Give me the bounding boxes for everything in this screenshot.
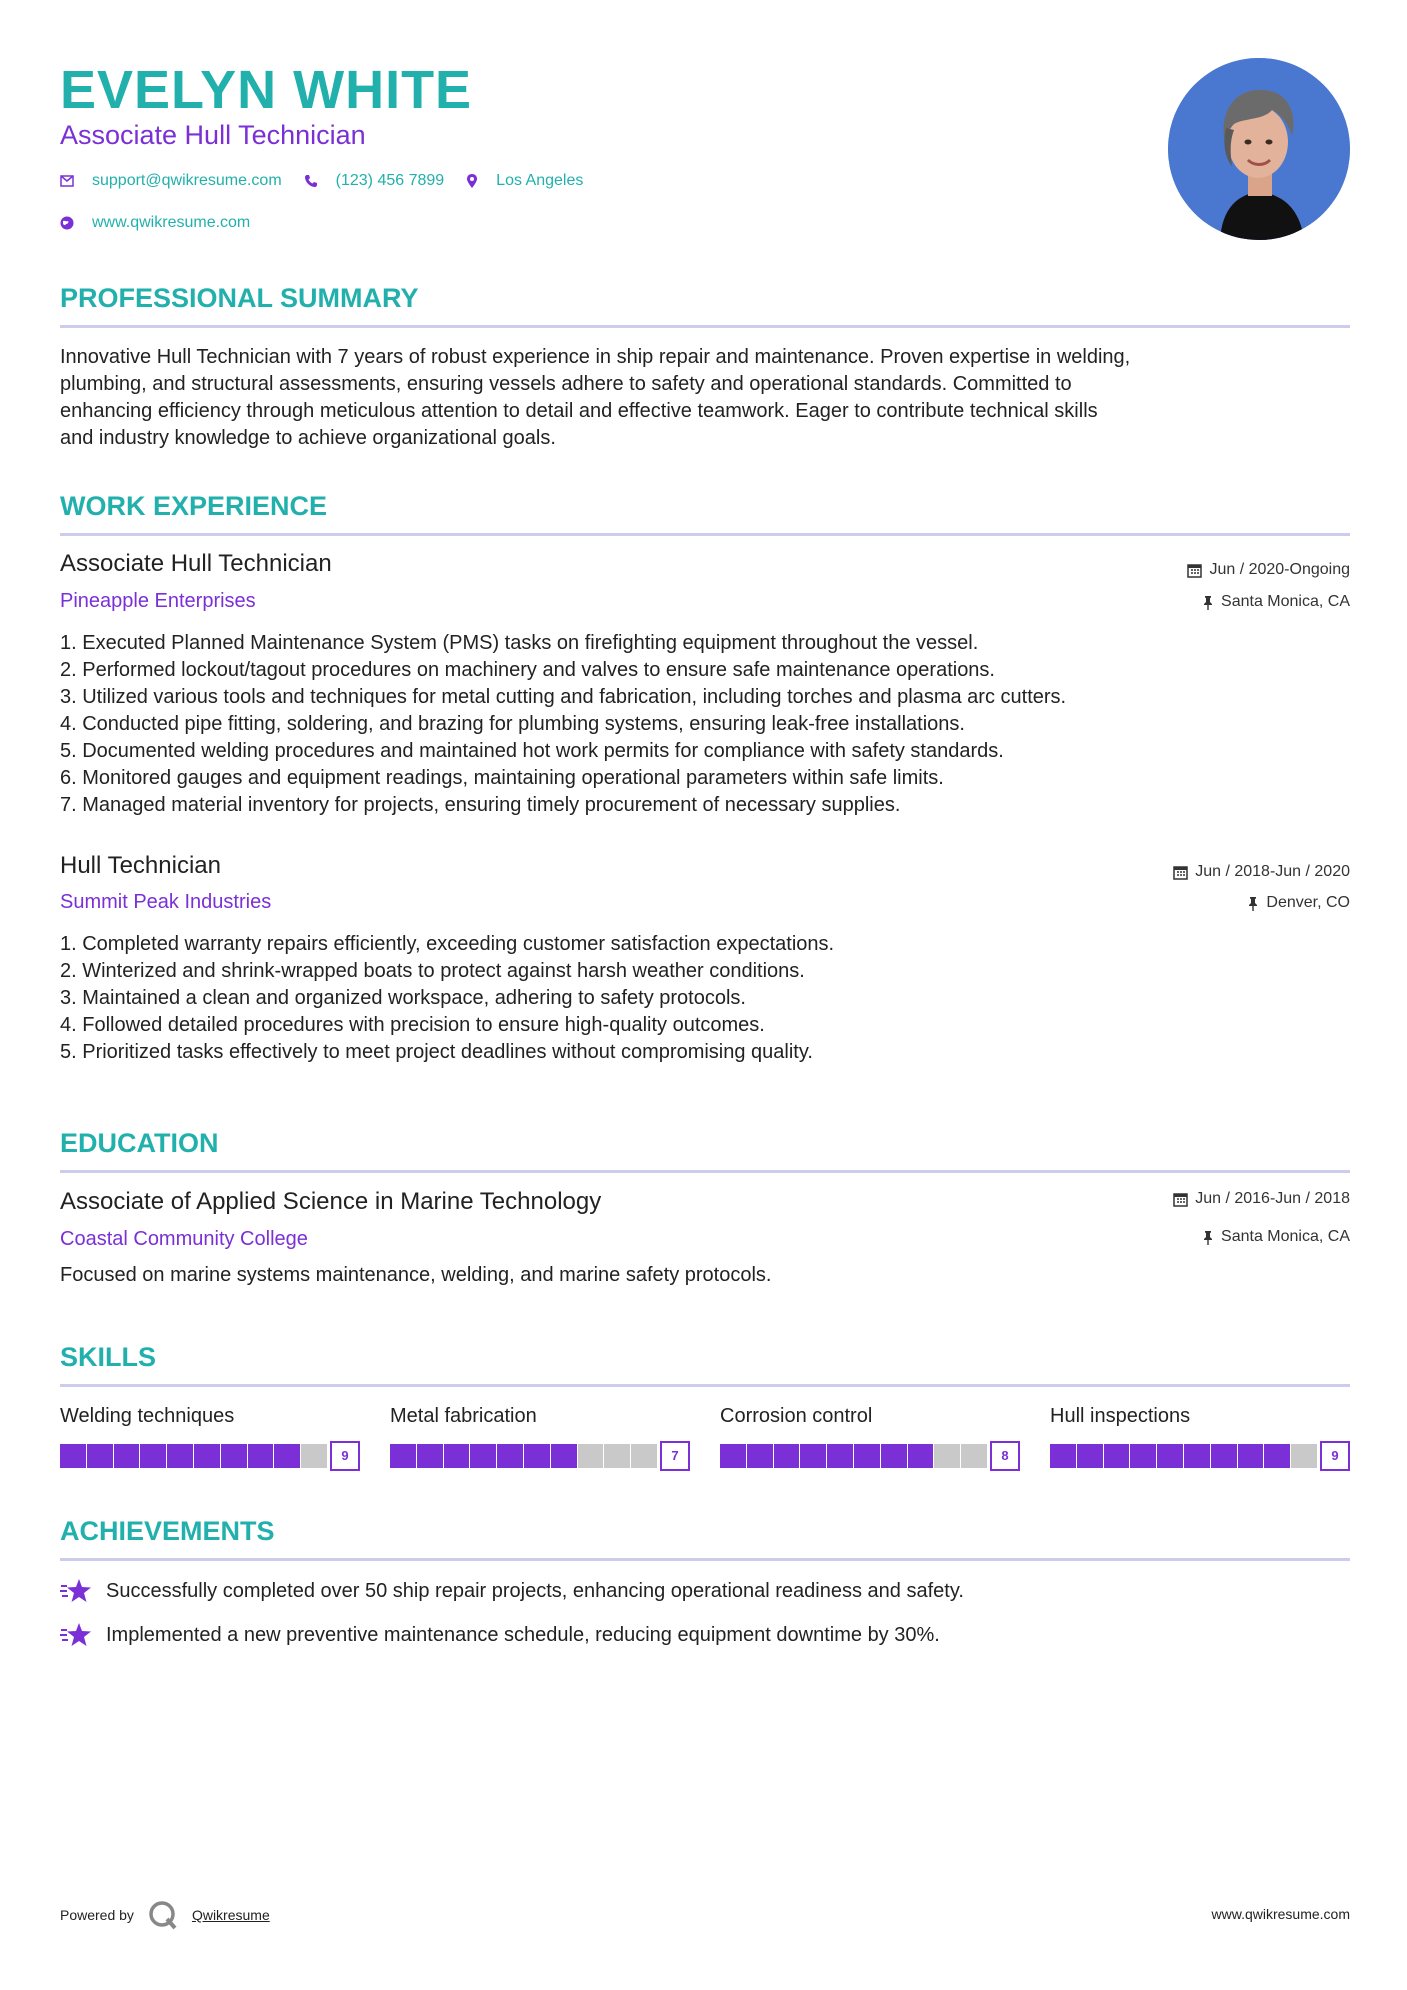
star-icon bbox=[60, 1578, 92, 1604]
skill-segment bbox=[444, 1444, 470, 1468]
skill-item bbox=[390, 1403, 690, 1463]
section-divider bbox=[60, 325, 1350, 328]
calendar-icon bbox=[1173, 1192, 1188, 1207]
phone-icon bbox=[304, 174, 318, 188]
skill-segment bbox=[631, 1444, 657, 1468]
qwikresume-logo-icon bbox=[148, 1900, 178, 1930]
achievement-text: Successfully completed over 50 ship repair projects, enhancing operational readiness and safety. bbox=[106, 1580, 964, 1602]
education-description: Focused on marine systems maintenance, welding, and marine safety protocols. bbox=[60, 1264, 772, 1286]
pushpin-icon bbox=[1202, 1230, 1214, 1245]
map-pin-icon bbox=[466, 174, 478, 189]
education-heading: EDUCATION bbox=[60, 1128, 219, 1158]
skill-segment bbox=[1104, 1444, 1130, 1468]
job-company: Pineapple Enterprises bbox=[60, 590, 256, 612]
job-dates bbox=[1173, 862, 1350, 882]
achievement-item bbox=[60, 1578, 964, 1604]
section-divider bbox=[60, 1384, 1350, 1387]
list-item: 1. Executed Planned Maintenance System (PMS) tasks on firefighting equipment throughout the vessel. bbox=[60, 632, 979, 654]
website-item[interactable] bbox=[60, 214, 250, 232]
section-divider bbox=[60, 533, 1350, 536]
education-section-header bbox=[60, 1126, 1350, 1173]
list-item: 1. Completed warranty repairs efficiently, exceeding customer satisfaction expectations. bbox=[60, 933, 835, 955]
skill-segment bbox=[114, 1444, 140, 1468]
skill-segment bbox=[854, 1444, 880, 1468]
phone-item[interactable] bbox=[304, 172, 445, 190]
email-text: support@qwikresume.com bbox=[92, 172, 282, 189]
skill-item bbox=[60, 1403, 360, 1463]
job-title: Hull Technician bbox=[60, 852, 221, 879]
education-location-text: Santa Monica, CA bbox=[1221, 1228, 1350, 1245]
phone-text: (123) 456 7899 bbox=[335, 172, 445, 189]
skill-segment bbox=[908, 1444, 934, 1468]
skill-item bbox=[1050, 1403, 1350, 1463]
list-item: 5. Prioritized tasks effectively to meet project deadlines without compromising quality. bbox=[60, 1041, 813, 1063]
envelope-icon bbox=[60, 175, 74, 187]
skill-segment bbox=[301, 1444, 327, 1468]
summary-heading: PROFESSIONAL SUMMARY bbox=[60, 283, 419, 313]
skill-segment bbox=[1211, 1444, 1237, 1468]
location-text: Los Angeles bbox=[496, 172, 584, 189]
skill-segment bbox=[1130, 1444, 1156, 1468]
avatar-illustration bbox=[1168, 58, 1350, 240]
job-location-text: Denver, CO bbox=[1266, 894, 1350, 911]
pushpin-icon bbox=[1202, 595, 1214, 610]
job-location-text: Santa Monica, CA bbox=[1221, 593, 1350, 610]
skill-segment bbox=[524, 1444, 550, 1468]
skill-name: Metal fabrication bbox=[390, 1405, 537, 1427]
summary-section-header bbox=[60, 281, 1350, 328]
footer-powered-by bbox=[60, 1900, 270, 1930]
skill-segment bbox=[1050, 1444, 1076, 1468]
skill-segment bbox=[800, 1444, 826, 1468]
skill-score: 8 bbox=[990, 1441, 1020, 1471]
summary-line: plumbing, and structural assessments, ensuring vessels adhere to safety and operational standards. Committed to bbox=[60, 373, 1072, 395]
skill-score: 9 bbox=[330, 1441, 360, 1471]
list-item: 2. Performed lockout/tagout procedures on machinery and valves to ensure safe maintenance operations. bbox=[60, 659, 995, 681]
website-text: www.qwikresume.com bbox=[92, 214, 251, 231]
experience-heading: WORK EXPERIENCE bbox=[60, 491, 328, 521]
job-responsibilities bbox=[60, 931, 1350, 1066]
star-icon bbox=[60, 1622, 92, 1648]
list-item: 3. Utilized various tools and techniques for metal cutting and fabrication, including torches and plasma arc cutters. bbox=[60, 686, 1067, 708]
skill-name: Welding techniques bbox=[60, 1405, 235, 1427]
calendar-icon bbox=[1187, 563, 1202, 578]
job-dates-text: Jun / 2018-Jun / 2020 bbox=[1195, 863, 1350, 880]
list-item: 4. Followed detailed procedures with precision to ensure high-quality outcomes. bbox=[60, 1014, 765, 1036]
skill-segment bbox=[60, 1444, 86, 1468]
globe-icon bbox=[60, 216, 74, 230]
list-item: 5. Documented welding procedures and maintained hot work permits for compliance with safety standards. bbox=[60, 740, 1004, 762]
skill-segment bbox=[470, 1444, 496, 1468]
skill-segment bbox=[167, 1444, 193, 1468]
job-dates bbox=[1187, 560, 1350, 580]
skill-rating-bar bbox=[60, 1441, 360, 1471]
footer-url[interactable]: www.qwikresume.com bbox=[1211, 1906, 1350, 1922]
profile-photo bbox=[1168, 58, 1350, 240]
skill-segment bbox=[248, 1444, 274, 1468]
achievements-heading: ACHIEVEMENTS bbox=[60, 1516, 275, 1546]
skill-segment bbox=[1264, 1444, 1290, 1468]
skill-segment bbox=[1238, 1444, 1264, 1468]
candidate-name: EVELYN WHITE bbox=[60, 60, 473, 120]
achievement-text: Implemented a new preventive maintenance schedule, reducing equipment downtime by 30%. bbox=[106, 1624, 940, 1646]
skill-rating-bar bbox=[390, 1441, 690, 1471]
skill-score: 7 bbox=[660, 1441, 690, 1471]
job-location bbox=[1202, 592, 1350, 612]
school-name: Coastal Community College bbox=[60, 1228, 308, 1250]
experience-section-header bbox=[60, 489, 1350, 536]
email-item[interactable] bbox=[60, 172, 282, 190]
powered-by-label: Powered by bbox=[60, 1907, 134, 1923]
list-item: 7. Managed material inventory for projects, ensuring timely procurement of necessary supplies. bbox=[60, 794, 901, 816]
job-location bbox=[1247, 893, 1350, 913]
skill-segment bbox=[604, 1444, 630, 1468]
list-item: 4. Conducted pipe fitting, soldering, and brazing for plumbing systems, ensuring leak-free installations. bbox=[60, 713, 965, 735]
section-divider bbox=[60, 1170, 1350, 1173]
list-item: 2. Winterized and shrink-wrapped boats to protect against harsh weather conditions. bbox=[60, 960, 805, 982]
education-dates bbox=[1173, 1189, 1350, 1209]
education-dates-text: Jun / 2016-Jun / 2018 bbox=[1195, 1190, 1350, 1207]
skill-segment bbox=[747, 1444, 773, 1468]
job-company: Summit Peak Industries bbox=[60, 891, 272, 913]
skill-segment bbox=[417, 1444, 443, 1468]
skills-heading: SKILLS bbox=[60, 1342, 157, 1372]
list-item: 6. Monitored gauges and equipment readings, maintaining operational parameters within safe limits. bbox=[60, 767, 944, 789]
job-responsibilities bbox=[60, 630, 1350, 819]
summary-line: Innovative Hull Technician with 7 years of robust experience in ship repair and maintenance. Proven expertise in welding, bbox=[60, 346, 1131, 368]
skill-segment bbox=[274, 1444, 300, 1468]
skill-segment bbox=[720, 1444, 746, 1468]
skill-segment bbox=[881, 1444, 907, 1468]
skill-segment bbox=[934, 1444, 960, 1468]
summary-text bbox=[60, 344, 1350, 452]
skill-segment bbox=[774, 1444, 800, 1468]
skill-segment bbox=[961, 1444, 987, 1468]
skill-segment bbox=[1184, 1444, 1210, 1468]
website-row bbox=[60, 214, 272, 232]
location-item bbox=[466, 172, 583, 190]
summary-line: enhancing efficiency through meticulous attention to detail and effective teamwork. Eager to contribute technical skills bbox=[60, 400, 1098, 422]
job-dates-text: Jun / 2020-Ongoing bbox=[1209, 561, 1350, 578]
skill-segment bbox=[1291, 1444, 1317, 1468]
skill-segment bbox=[1157, 1444, 1183, 1468]
skill-segment bbox=[497, 1444, 523, 1468]
calendar-icon bbox=[1173, 865, 1188, 880]
skill-segment bbox=[221, 1444, 247, 1468]
contact-row bbox=[60, 172, 605, 190]
skill-segment bbox=[1077, 1444, 1103, 1468]
skill-segment bbox=[194, 1444, 220, 1468]
skill-name: Corrosion control bbox=[720, 1405, 873, 1427]
skill-name: Hull inspections bbox=[1050, 1405, 1191, 1427]
list-item: 3. Maintained a clean and organized workspace, adhering to safety protocols. bbox=[60, 987, 746, 1009]
summary-line: and industry knowledge to achieve organizational goals. bbox=[60, 427, 556, 449]
achievement-item bbox=[60, 1622, 940, 1648]
candidate-title: Associate Hull Technician bbox=[60, 120, 366, 150]
education-location bbox=[1202, 1227, 1350, 1247]
section-divider bbox=[60, 1558, 1350, 1561]
skill-item bbox=[720, 1403, 1020, 1463]
achievements-section-header bbox=[60, 1514, 1350, 1561]
pushpin-icon bbox=[1247, 896, 1259, 911]
skill-segment bbox=[551, 1444, 577, 1468]
skills-section-header bbox=[60, 1340, 1350, 1387]
skill-rating-bar bbox=[1050, 1441, 1350, 1471]
brand-link[interactable]: Qwikresume bbox=[191, 1907, 270, 1923]
skill-segment bbox=[390, 1444, 416, 1468]
skill-segment bbox=[578, 1444, 604, 1468]
skill-segment bbox=[827, 1444, 853, 1468]
job-title: Associate Hull Technician bbox=[60, 550, 332, 577]
skill-segment bbox=[140, 1444, 166, 1468]
degree-title: Associate of Applied Science in Marine Technology bbox=[60, 1188, 602, 1215]
skill-segment bbox=[87, 1444, 113, 1468]
skill-score: 9 bbox=[1320, 1441, 1350, 1471]
skill-rating-bar bbox=[720, 1441, 1020, 1471]
